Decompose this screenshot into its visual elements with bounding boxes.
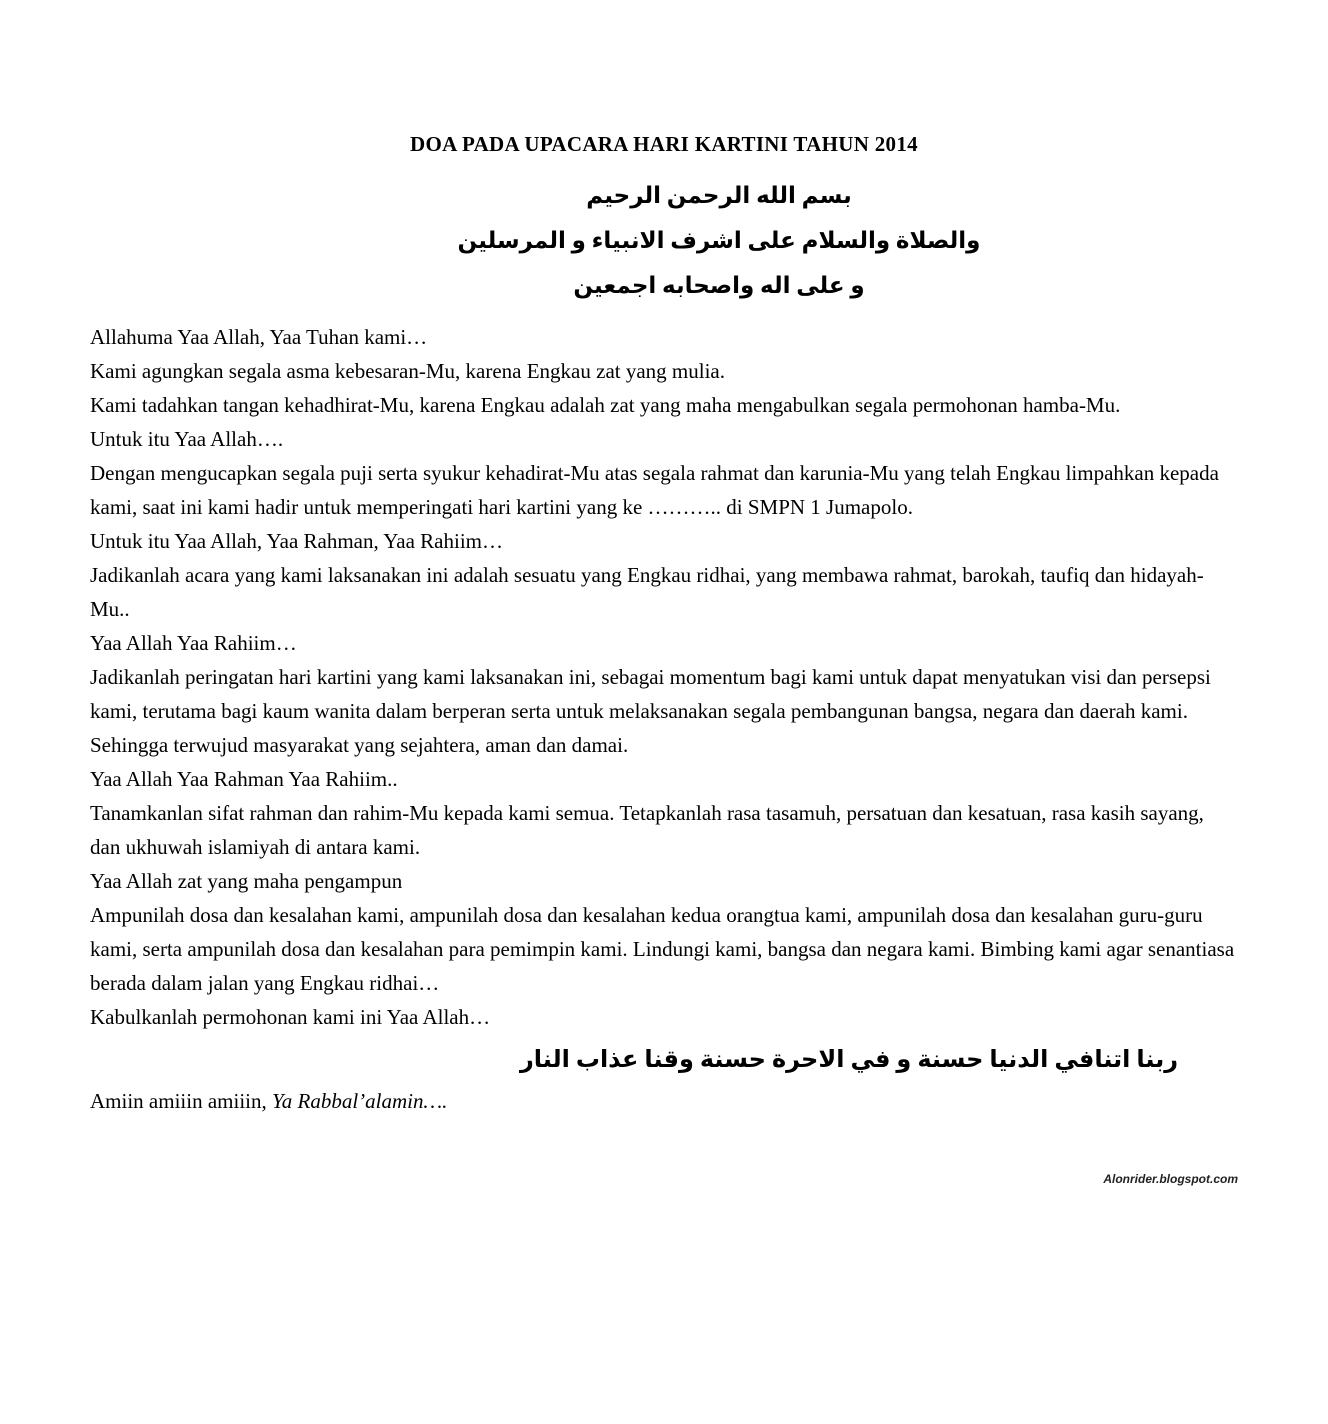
prayer-paragraph: Kami agungkan segala asma kebesaran-Mu, karena Engkau zat yang mulia. (90, 359, 726, 383)
prayer-paragraph: Yaa Allah zat yang maha pengampun (90, 869, 403, 893)
arabic-header-block (90, 173, 1238, 308)
arabic-salawat-line: والصلاة والسلام على اشرف الانبياء و المرسلين (457, 228, 981, 253)
prayer-paragraph: Allahuma Yaa Allah, Yaa Tuhan kami… (90, 325, 428, 349)
prayer-paragraph: Kabulkanlah permohonan kami ini Yaa Allah… (90, 1005, 491, 1029)
prayer-paragraph: Yaa Allah Yaa Rahiim… (90, 631, 297, 655)
closing-amiin-line (90, 1084, 1238, 1118)
closing-amiin-italic: Ya Rabbal’alamin…. (272, 1089, 448, 1113)
watermark-credit: Alonrider.blogspot.com (1103, 1172, 1238, 1186)
prayer-paragraph: Yaa Allah Yaa Rahman Yaa Rahiim.. (90, 767, 398, 791)
prayer-paragraph: Dengan mengucapkan segala puji serta syukur kehadirat-Mu atas segala rahmat dan karunia-Mu yang telah Engkau limpahkan kepada kami, saat ini kami hadir untuk memperingati hari kartini yang ke ……….. di SMPN 1 Jumapolo. (90, 461, 1219, 519)
prayer-paragraph: Untuk itu Yaa Allah, Yaa Rahman, Yaa Rahiim… (90, 529, 504, 553)
document-title: DOA PADA UPACARA HARI KARTINI TAHUN 2014 (410, 132, 918, 156)
prayer-paragraph: Tanamkanlan sifat rahman dan rahim-Mu kepada kami semua. Tetapkanlah rasa tasamuh, persatuan dan kesatuan, rasa kasih sayang, dan ukhuwah islamiyah di antara kami. (90, 801, 1204, 859)
prayer-paragraph: Jadikanlah peringatan hari kartini yang kami laksanakan ini, sebagai momentum bagi kami untuk dapat menyatukan visi dan persepsi kami, terutama bagi kaum wanita dalam berperan serta untuk melaksanakan segala pembangunan bangsa, negara dan daerah kami. Sehingga terwujud masyarakat yang sejahtera, aman dan damai. (90, 665, 1211, 757)
arabic-companions-line: و على اله واصحابه اجمعين (573, 273, 865, 298)
prayer-paragraph: Ampunilah dosa dan kesalahan kami, ampunilah dosa dan kesalahan kedua orangtua kami, ampunilah dosa dan kesalahan guru-guru kami, serta ampunilah dosa dan kesalahan para pemimpin kami. Lindungi kami, bangsa dan negara kami. Bimbing kami agar senantiasa berada dalam jalan yang Engkau ridhai… (90, 903, 1235, 995)
prayer-paragraph: Kami tadahkan tangan kehadhirat-Mu, karena Engkau adalah zat yang maha mengabulkan segala permohonan hamba-Mu. (90, 393, 1121, 417)
prayer-paragraph: Untuk itu Yaa Allah…. (90, 427, 284, 451)
closing-amiin-prefix: Amiin amiiin amiiin, (90, 1089, 272, 1113)
arabic-dua-closing-line: ربنا اتنافي الدنيا حسنة و في الاحرة حسنة وقنا عذاب النار (519, 1047, 1179, 1073)
prayer-body (90, 320, 1238, 1034)
prayer-paragraph: Jadikanlah acara yang kami laksanakan ini adalah sesuatu yang Engkau ridhai, yang membawa rahmat, barokah, taufiq dan hidayah-Mu.. (90, 563, 1204, 621)
arabic-bismillah-line: بسم الله الرحمن الرحيم (586, 183, 852, 208)
